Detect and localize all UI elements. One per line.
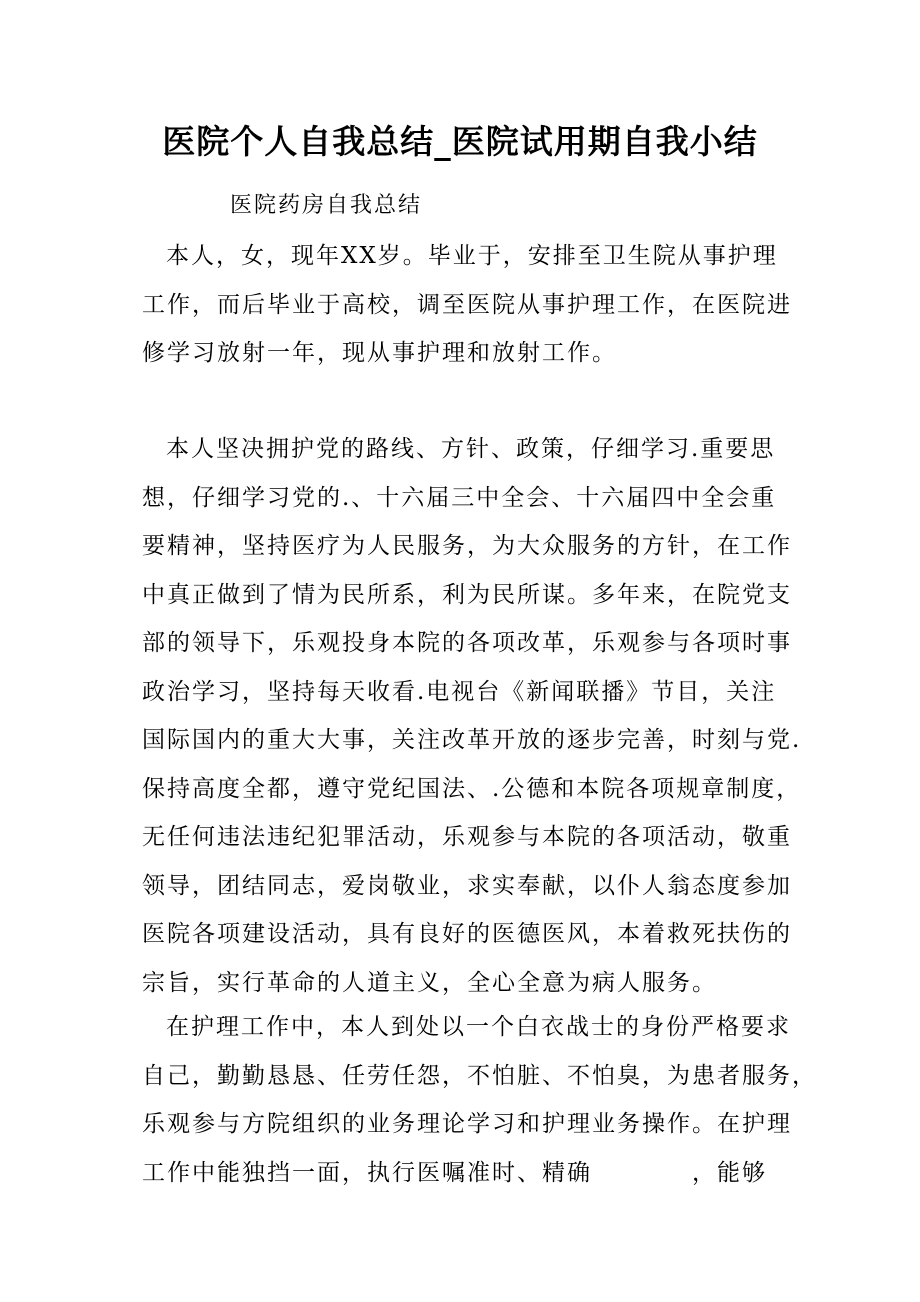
paragraph-line: 本人，女，现年XX岁。毕业于，安排至卫生院从事护理 bbox=[166, 243, 778, 269]
paragraph-line: 国际国内的重大大事，关注改革开放的逐步完善，时刻与党. bbox=[142, 727, 802, 753]
paragraph-line: 修学习放射一年，现从事护理和放射工作。 bbox=[142, 340, 617, 366]
paragraph-line: 工作，而后毕业于高校，调至医院从事护理工作，在医院进 bbox=[142, 291, 792, 318]
paragraph-line: 部的领导下，乐观投身本院的各项改革，乐观参与各项时事 bbox=[142, 630, 792, 656]
paragraph-line: 医院各项建设活动，具有良好的医德医风，本着救死扶伤的 bbox=[142, 921, 792, 947]
paragraph-line: 领导，团结同志，爱岗敬业，求实奉献，以仆人翁态度参加 bbox=[142, 872, 792, 899]
paragraph-1 bbox=[142, 232, 792, 378]
paragraph-line: 乐观参与方院组织的业务理论学习和护理业务操作。在护理 bbox=[142, 1111, 792, 1137]
paragraph-3 bbox=[142, 1003, 817, 1197]
paragraph-line: 中真正做到了情为民所系，利为民所谋。多年来，在院党支 bbox=[142, 581, 792, 608]
paragraph-line: 保持高度全都，遵守党纪国法、.公德和本院各项规章制度， bbox=[142, 775, 802, 802]
paragraph-2 bbox=[142, 425, 802, 1007]
paragraph-line: 在护理工作中，本人到处以一个白衣战士的身份严格要求 bbox=[166, 1014, 791, 1040]
paragraph-line: 想，仔细学习党的.、十六届三中全会、十六届四中全会重 bbox=[142, 484, 777, 511]
paragraph-line: 无任何违法违纪犯罪活动，乐观参与本院的各项活动，敬重 bbox=[142, 824, 792, 850]
paragraph-line: 自己，勤勤恳恳、任劳任怨，不怕脏、不怕臭，为患者服务， bbox=[142, 1062, 817, 1089]
document-subtitle: 医院药房自我总结 bbox=[230, 193, 423, 218]
paragraph-line: 本人坚决拥护党的路线、方针、政策，仔细学习.重要思 bbox=[166, 436, 776, 462]
document-title: 医院个人自我总结_医院试用期自我小结 bbox=[162, 122, 758, 161]
paragraph-line: 要精神，坚持医疗为人民服务，为大众服务的方针，在工作 bbox=[142, 533, 792, 559]
paragraph-line: 政治学习，坚持每天收看.电视台《新闻联播》节目，关注 bbox=[142, 678, 777, 705]
paragraph-line: 宗旨，实行革命的人道主义，全心全意为病人服务。 bbox=[142, 969, 717, 996]
paragraph-line: 工作中能独挡一面，执行医嘱准时、精确 ，能够 bbox=[142, 1159, 767, 1186]
